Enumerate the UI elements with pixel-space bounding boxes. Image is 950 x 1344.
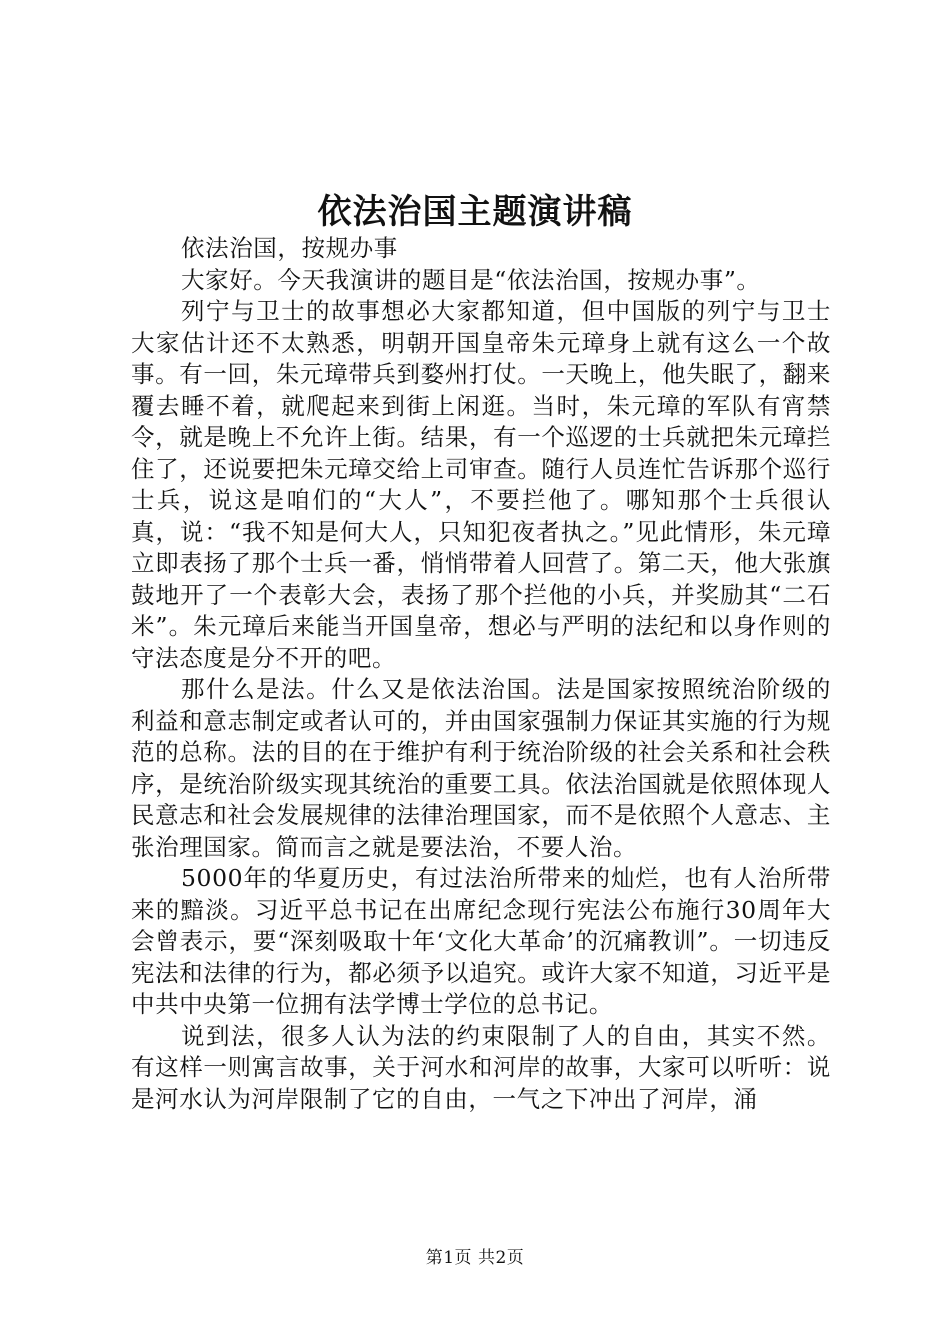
paragraph-history: 5000年的华夏历史，有过法治所带来的灿烂，也有人治所带来的黯淡。习近平总书记在出席纪念现行宪法公布施行30周年大会曾表示，要“深刻吸取十年‘文化大革命’的沉痛教训”。一切违反宪法和法律的行为，都必须予以追究。或许大家不知道，习近平是中共中央第一位拥有法学博士学位的总书记。 — [131, 864, 831, 1018]
paragraph-story: 列宁与卫士的故事想必大家都知道，但中国版的列宁与卫士大家估计还不太熟悉，明朝开国皇帝朱元璋身上就有这么一个故事。有一回，朱元璋带兵到婺州打仗。一天晚上，他失眠了，翻来覆去睡不着，就爬起来到街上闲逛。当时，朱元璋的军队有宵禁令，就是晚上不允许上街。结果，有一个巡逻的士兵就把朱元璋拦住了，还说要把朱元璋交给上司审查。随行人员连忙告诉那个巡行士兵，说这是咱们的“大人”，不要拦他了。哪知那个士兵很认真，说：“我不知是何大人，只知犯夜者执之。”见此情形，朱元璋立即表扬了那个士兵一番，悄悄带着人回营了。第二天，他大张旗鼓地开了一个表彰大会，表扬了那个拦他的小兵，并奖励其“二石米”。朱元璋后来能当开国皇帝，想必与严明的法纪和以身作则的守法态度是分不开的吧。 — [131, 297, 831, 672]
document-body — [131, 233, 831, 1115]
paragraph-definition: 那什么是法。什么又是依法治国。法是国家按照统治阶级的利益和意志制定或者认可的，并由国家强制力保证其实施的行为规范的总称。法的目的在于维护有利于统治阶级的社会关系和社会秩序，是统治阶级实现其统治的重要工具。依法治国就是依照体现人民意志和社会发展规律的法律治理国家，而不是依照个人意志、主张治理国家。简而言之就是要法治，不要人治。 — [131, 675, 831, 861]
paragraph-greeting: 大家好。今天我演讲的题目是“依法治国，按规办事”。 — [181, 265, 761, 294]
page-number-footer: 第1页 共2页 — [425, 1248, 525, 1268]
document-title: 依法治国主题演讲稿 — [317, 192, 633, 232]
paragraph-fable: 说到法，很多人认为法的约束限制了人的自由，其实不然。有这样一则寓言故事，关于河水和河岸的故事，大家可以听听：说是河水认为河岸限制了它的自由，一气之下冲出了河岸，涌 — [131, 1021, 831, 1113]
paragraph-subtitle: 依法治国，按规办事 — [181, 234, 398, 262]
